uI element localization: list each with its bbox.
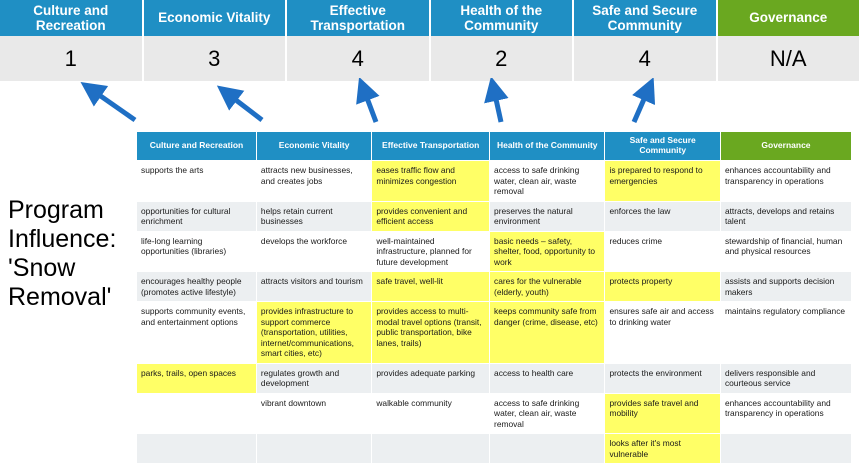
- matrix-header-effective-transportation: Effective Transportation: [372, 132, 490, 161]
- matrix-header-culture-and-recreation: Culture and Recreation: [137, 132, 257, 161]
- matrix-cell: provides adequate parking: [372, 363, 490, 393]
- score-health-of-the-community: 2: [431, 36, 575, 81]
- matrix-header-row: [137, 132, 852, 161]
- table-row: [137, 302, 852, 364]
- scorecard-header-band: [0, 0, 859, 81]
- table-row: [137, 272, 852, 302]
- matrix-cell: encourages healthy people (promotes active lifestyle): [137, 272, 257, 302]
- score-safe-and-secure-community: 4: [574, 36, 718, 81]
- matrix-cell: supports the arts: [137, 161, 257, 202]
- arrow-layer: [0, 78, 859, 138]
- matrix-cell: maintains regulatory compliance: [720, 302, 851, 364]
- matrix-cell: attracts, develops and retains talent: [720, 201, 851, 231]
- arrow-effective-transportation: [364, 90, 376, 122]
- matrix-cell: looks after it's most vulnerable: [605, 434, 720, 464]
- matrix-cell: attracts new businesses, and creates jobs: [256, 161, 371, 202]
- matrix-cell: well-maintained infrastructure, planned for future development: [372, 231, 490, 272]
- matrix-cell: reduces crime: [605, 231, 720, 272]
- matrix-cell: protects the environment: [605, 363, 720, 393]
- matrix-cell: enhances accountability and transparency in operations: [720, 393, 851, 434]
- matrix-header-economic-vitality: Economic Vitality: [256, 132, 371, 161]
- scorecard-header-safe-and-secure-community: Safe and Secure Community: [574, 0, 718, 36]
- matrix-cell: safe travel, well-lit: [372, 272, 490, 302]
- matrix-cell: supports community events, and entertainment options: [137, 302, 257, 364]
- matrix-cell: protects property: [605, 272, 720, 302]
- matrix-cell: parks, trails, open spaces: [137, 363, 257, 393]
- matrix-cell: [137, 434, 257, 464]
- matrix-cell: is prepared to respond to emergencies: [605, 161, 720, 202]
- matrix-header-health-of-the-community: Health of the Community: [490, 132, 605, 161]
- scorecard-header-row: [0, 0, 859, 36]
- score-effective-transportation: 4: [287, 36, 431, 81]
- matrix-cell: provides safe travel and mobility: [605, 393, 720, 434]
- matrix-cell: attracts visitors and tourism: [256, 272, 371, 302]
- scorecard-header-governance: Governance: [718, 0, 859, 36]
- score-governance: N/A: [769, 45, 807, 71]
- table-row: [137, 434, 852, 464]
- matrix-cell: cares for the vulnerable (elderly, youth): [490, 272, 605, 302]
- table-row: [137, 201, 852, 231]
- matrix-cell: enhances accountability and transparency in operations: [720, 161, 851, 202]
- matrix-cell: provides infrastructure to support commerce (transportation, utilities, internet/communications, smart cities, etc): [256, 302, 371, 364]
- matrix-cell: helps retain current businesses: [256, 201, 371, 231]
- arrow-health-of-the-community: [494, 90, 501, 122]
- matrix-cell: basic needs – safety, shelter, food, opportunity to work: [490, 231, 605, 272]
- matrix-cell: opportunities for cultural enrichment: [137, 201, 257, 231]
- arrow-safe-and-secure-community: [634, 90, 648, 122]
- matrix-cell: ensures safe air and access to drinking water: [605, 302, 720, 364]
- table-row: [137, 363, 852, 393]
- matrix-cell: walkable community: [372, 393, 490, 434]
- matrix-cell: [372, 434, 490, 464]
- matrix-header-governance: Governance: [720, 132, 851, 161]
- matrix-cell: [720, 434, 851, 464]
- matrix-cell: [490, 434, 605, 464]
- scorecard-header-culture-and-recreation: Culture and Recreation: [0, 0, 144, 36]
- matrix-cell: [256, 434, 371, 464]
- matrix-header-safe-and-secure-community: Safe and Secure Community: [605, 132, 720, 161]
- scorecard-header-effective-transportation: Effective Transportation: [287, 0, 431, 36]
- matrix-cell: eases traffic flow and minimizes congestion: [372, 161, 490, 202]
- arrow-economic-vitality: [228, 94, 262, 120]
- arrow-culture-and-recreation: [92, 90, 135, 120]
- matrix-cell: life-long learning opportunities (libraries): [137, 231, 257, 272]
- matrix-cell: access to safe drinking water, clean air, waste removal: [490, 161, 605, 202]
- table-row: [137, 393, 852, 434]
- score-culture-and-recreation: 1: [0, 36, 144, 81]
- page-title: Program Influence: 'Snow Removal': [8, 196, 117, 311]
- matrix-cell: delivers responsible and courteous service: [720, 363, 851, 393]
- score-economic-vitality: 3: [144, 36, 288, 81]
- matrix-cell: stewardship of financial, human and physical resources: [720, 231, 851, 272]
- table-row: [137, 161, 852, 202]
- matrix-cell: access to safe drinking water, clean air, waste removal: [490, 393, 605, 434]
- matrix-cell: access to health care: [490, 363, 605, 393]
- scorecard-header-economic-vitality: Economic Vitality: [144, 0, 288, 36]
- matrix-cell: regulates growth and development: [256, 363, 371, 393]
- matrix-cell: preserves the natural environment: [490, 201, 605, 231]
- matrix-cell: vibrant downtown: [256, 393, 371, 434]
- matrix-cell: assists and supports decision makers: [720, 272, 851, 302]
- table-row: [137, 231, 852, 272]
- matrix-cell: keeps community safe from danger (crime, disease, etc): [490, 302, 605, 364]
- scorecard-header-health-of-the-community: Health of the Community: [431, 0, 575, 36]
- influence-matrix: [136, 131, 852, 464]
- matrix-cell: develops the workforce: [256, 231, 371, 272]
- matrix-cell: provides access to multi-modal travel options (transit, public transportation, bike lanes, trails): [372, 302, 490, 364]
- scorecard-score-row: [0, 36, 859, 81]
- matrix-cell: provides convenient and efficient access: [372, 201, 490, 231]
- matrix-cell: [137, 393, 257, 434]
- matrix-cell: enforces the law: [605, 201, 720, 231]
